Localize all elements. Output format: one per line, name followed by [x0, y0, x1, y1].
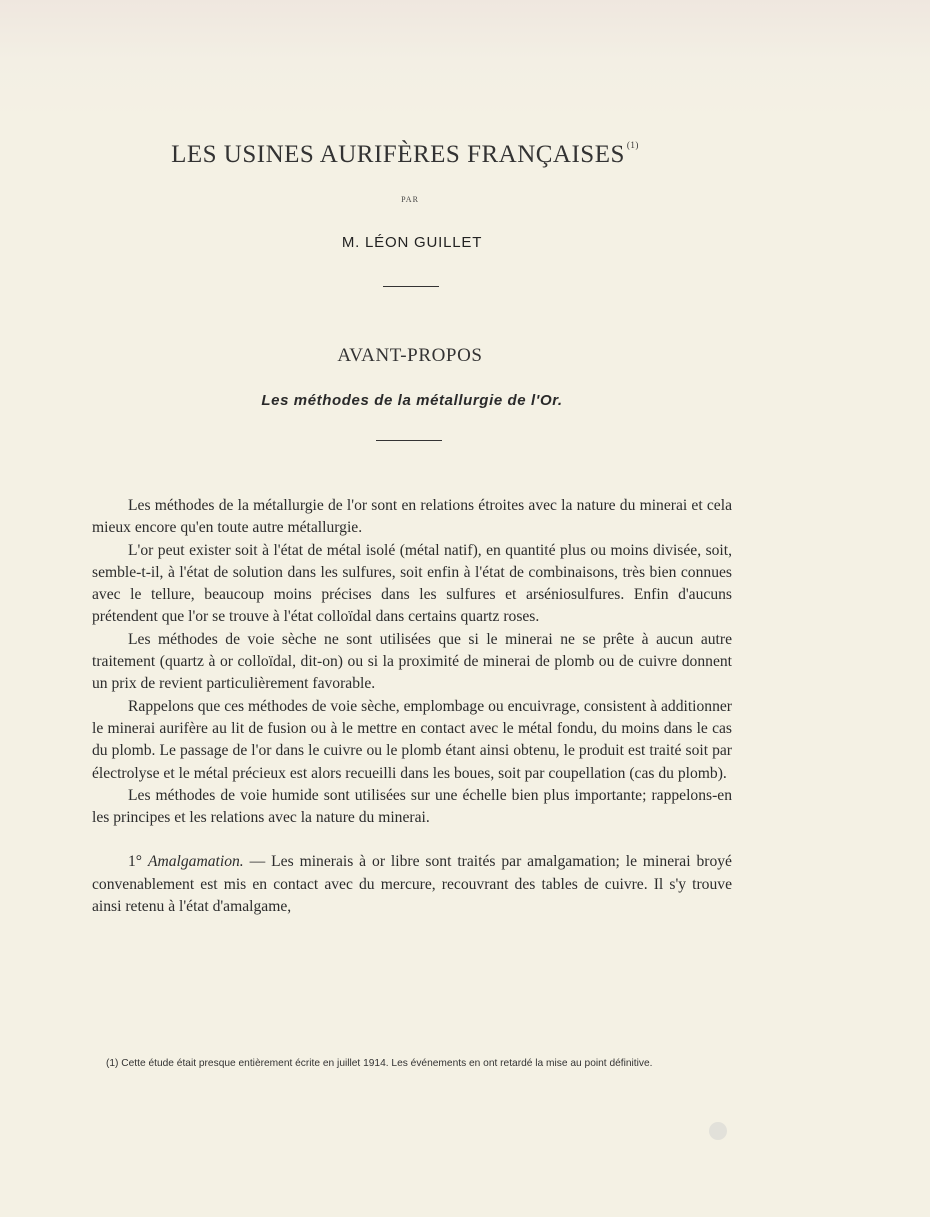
paragraph: Les méthodes de voie sèche ne sont utilisées que si le minerai ne se prête à aucun autre traitement (quartz à or colloïdal, dit-on) ou si la proximité de minerai de plomb ou de cuivre donnent un prix de revient particulièrement favorable. [92, 630, 732, 693]
footnote: (1) Cette étude était presque entièrement écrite en juillet 1914. Les événements en ont retardé la mise au point définitive. [106, 1058, 653, 1069]
footnote-marker: (1) [626, 140, 639, 150]
divider-rule [383, 286, 439, 287]
section-heading: AVANT-PROPOS [337, 345, 483, 366]
document-title [0, 140, 810, 169]
divider-rule [376, 440, 442, 441]
section-subtitle: Les méthodes de la métallurgie de l'Or. [261, 392, 563, 409]
by-label: PAR [401, 195, 419, 204]
paragraph: Rappelons que ces méthodes de voie sèche, emplombage ou encuivrage, consistent à additionner le minerai aurifère au lit de fusion ou à le mettre en contact avec le métal fondu, du moins dans le cas du plomb. Le passage de l'or dans le cuivre ou le plomb étant ainsi obtenu, le produit est traité soit par électrolyse et le métal précieux est alors recueilli dans les boues, soit par coupellation (cas du plomb). [92, 697, 732, 782]
item-term: Amalgamation. [147, 853, 244, 871]
paragraph: Les méthodes de la métallurgie de l'or sont en relations étroites avec la nature du minerai et cela mieux encore qu'en toute autre métallurgie. [92, 497, 732, 537]
item-number: 1° [128, 853, 143, 871]
item-text: — Les minerais à or libre sont traités par amalgamation; le minerai broyé convenablement est mis en contact avec du mercure, recouvrant des tables de cuivre. Il s'y trouve ainsi retenu à l'état d'amalgame, [92, 853, 732, 916]
author-name: M. LÉON GUILLET [341, 234, 483, 251]
paper-speck [709, 1122, 727, 1140]
paragraph: Les méthodes de voie humide sont utilisées sur une échelle bien plus importante; rappelons-en les principes et les relations avec la nature du minerai. [92, 786, 732, 827]
body-text [92, 495, 732, 918]
amalgamation-paragraph [92, 851, 732, 918]
title-text: LES USINES AURIFÈRES FRANÇAISES [171, 141, 625, 168]
paragraph: L'or peut exister soit à l'état de métal isolé (métal natif), en quantité plus ou moins divisée, soit, semble-t-il, à l'état de solution dans les sulfures, soit enfin à l'état de combinaisons, très bien connues avec le tellure, beaucoup moins précises dans les sulfures et arséniosulfures. Enfin d'aucuns prétendent que l'or se trouve à l'état colloïdal dans certains quartz roses. [92, 541, 732, 626]
